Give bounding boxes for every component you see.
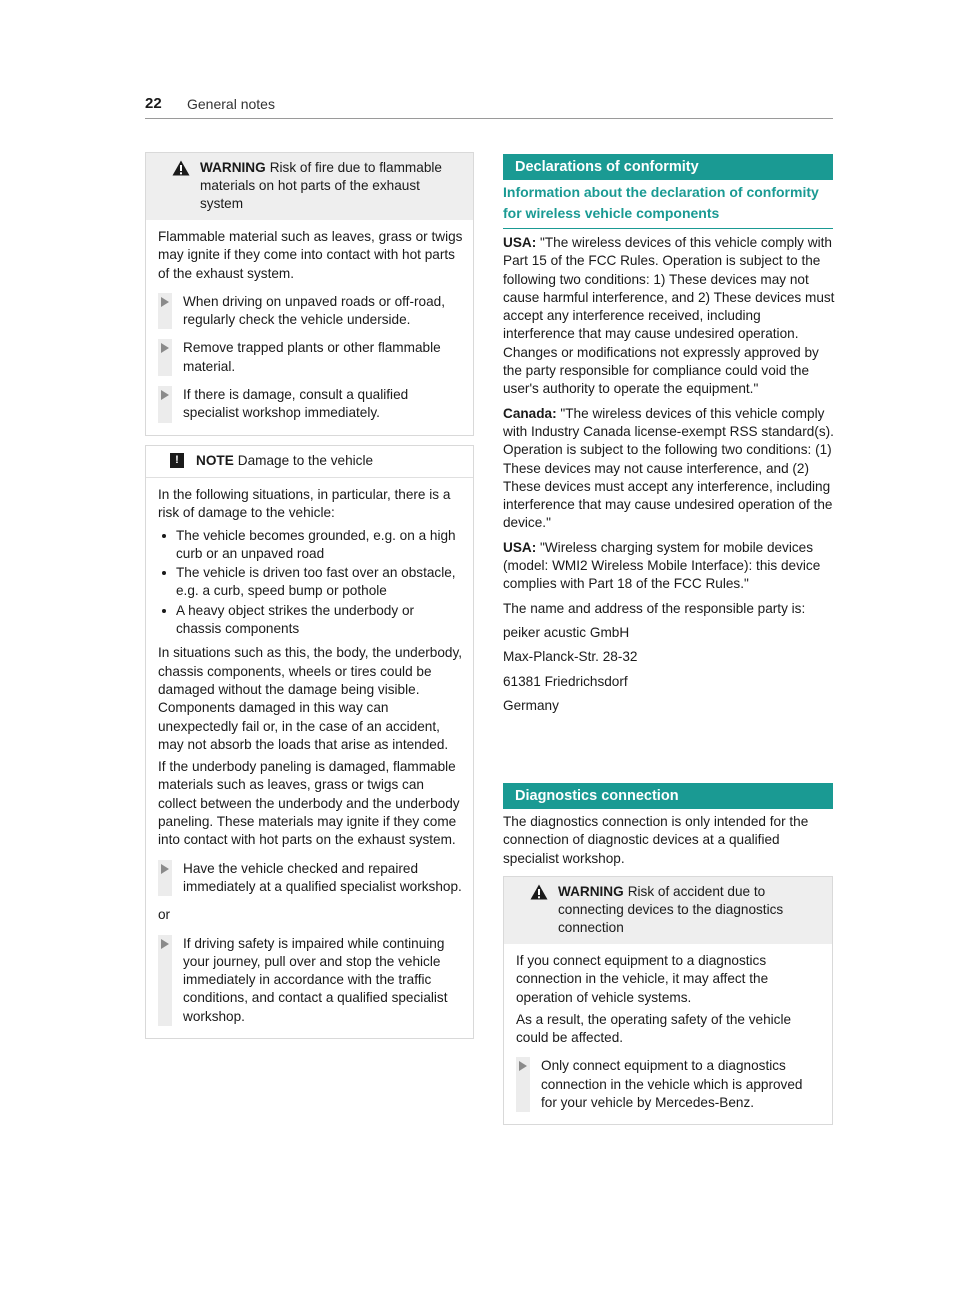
warning-paragraph: If you connect equipment to a diagnostics connection in the vehicle, it may affect the operation of vehicle systems.	[516, 953, 769, 1005]
note-paragraph: In situations such as this, the body, the underbody, chassis components, wheels or tires could be damaged without the damage being visible. Components damaged in this way can unexpectedly fail or, in the case of an accident, may not absorb the loads that arise as intended.	[158, 645, 463, 752]
address-line: Germany	[503, 697, 559, 713]
warning-title: Risk of fire due to flammable materials on hot parts of the exhaust system	[200, 160, 442, 211]
section-title: General notes	[187, 96, 275, 112]
canada-paragraph: Canada: "The wireless devices of this vehicle comply with Industry Canada license-exempt RSS standard(s). Operation is subject to the following two conditions: (1) These devices may not cause interference, and (2) These devices must accept any interference, including interference that may cause undesired operation of the device."	[503, 405, 834, 531]
section-heading-conformity: Declarations of conformity	[503, 154, 833, 180]
instruction-step	[158, 293, 463, 330]
step-text: If driving safety is impaired while continuing your journey, pull over and stop the vehicle immediately in accordance with the traffic conditions, and contact a qualified specialist workshop.	[183, 935, 448, 1024]
warning-triangle-icon	[530, 884, 548, 900]
step-arrow-icon	[161, 343, 169, 353]
note-label: NOTE	[196, 453, 234, 468]
bullet-list	[158, 527, 463, 639]
instruction-step	[158, 339, 463, 376]
step-arrow-icon	[161, 939, 169, 949]
step-text: Have the vehicle checked and repaired immediately at a qualified specialist workshop.	[183, 860, 462, 894]
subheading-conformity: Information about the declaration of conformity for wireless vehicle components	[503, 182, 833, 229]
instruction-step	[158, 386, 463, 423]
party-intro: The name and address of the responsible party is:	[503, 600, 806, 616]
warning-title: Risk of accident due to connecting devices to the diagnostics connection	[558, 884, 784, 935]
warning-body: Flammable material such as leaves, grass or twigs may ignite if they come into contact with hot parts of the exhaust system.	[158, 229, 463, 281]
or-separator: or	[158, 907, 171, 923]
warning-label: WARNING	[558, 884, 624, 899]
step-arrow-icon	[519, 1061, 527, 1071]
warning-paragraph: As a result, the operating safety of the vehicle could be affected.	[516, 1011, 792, 1046]
step-text: Remove trapped plants or other flammable material.	[183, 340, 441, 374]
warning-header	[146, 153, 473, 220]
warning-box-exhaust	[145, 152, 474, 436]
warning-label: WARNING	[200, 160, 266, 175]
instruction-step	[516, 1057, 822, 1112]
warning-box-diagnostics	[503, 876, 833, 1125]
note-paragraph: If the underbody paneling is damaged, flammable materials such as leaves, grass or twigs can collect between the underbody and the underbody paneling. These materials may ignite if they come into contact with hot parts on the exhaust system.	[158, 759, 460, 848]
note-box-damage	[145, 445, 474, 1039]
diagnostics-intro: The diagnostics connection is only intended for the connection of diagnostic devices at a qualified specialist workshop.	[503, 814, 809, 866]
address-line: peiker acustic GmbH	[503, 624, 630, 640]
page-header	[145, 94, 833, 119]
address-line: 61381 Friedrichsdorf	[503, 673, 628, 689]
step-arrow-icon	[161, 390, 169, 400]
step-arrow-icon	[161, 297, 169, 307]
page-number: 22	[145, 95, 162, 112]
step-text: When driving on unpaved roads or off-road, regularly check the vehicle underside.	[183, 293, 445, 328]
usa-wireless-paragraph: USA: "Wireless charging system for mobile devices (model: WMI2 Wireless Mobile Interface): this device complies with Part 18 of the FCC Rules."	[503, 539, 821, 592]
step-text: If there is damage, consult a qualified specialist workshop immediately.	[183, 387, 409, 421]
list-item: The vehicle is driven too fast over an obstacle, e.g. a curb, speed bump or pothole	[158, 564, 463, 601]
exclamation-icon: !	[170, 453, 184, 468]
address-line: Max-Planck-Str. 28-32	[503, 649, 638, 665]
note-intro: In the following situations, in particular, there is a risk of damage to the vehicle:	[158, 487, 451, 521]
list-item: A heavy object strikes the underbody or chassis components	[158, 602, 463, 639]
instruction-step	[158, 935, 463, 1026]
step-arrow-icon	[161, 864, 169, 874]
warning-header	[504, 877, 832, 944]
note-header	[146, 446, 473, 478]
conformity-text	[503, 234, 835, 721]
instruction-step	[158, 860, 463, 897]
note-title: Damage to the vehicle	[237, 453, 374, 468]
usa-paragraph: USA: "The wireless devices of this vehicle comply with Part 15 of the FCC Rules. Operation is subject to the following two conditions: 1) These devices may not cause harmful interference, and 2) These devices must accept any interference received, including interference that may cause undesired operation. Changes or modifications not expressly approved by the party responsible for compliance could void the user's authority to operate the equipment."	[503, 235, 835, 397]
step-text: Only connect equipment to a diagnostics connection in the vehicle which is approved for your vehicle by Mercedes-Benz.	[541, 1058, 803, 1111]
section-heading-diagnostics: Diagnostics connection	[503, 783, 833, 809]
list-item: The vehicle becomes grounded, e.g. on a high curb or an unpaved road	[158, 527, 463, 564]
warning-triangle-icon	[172, 160, 190, 176]
